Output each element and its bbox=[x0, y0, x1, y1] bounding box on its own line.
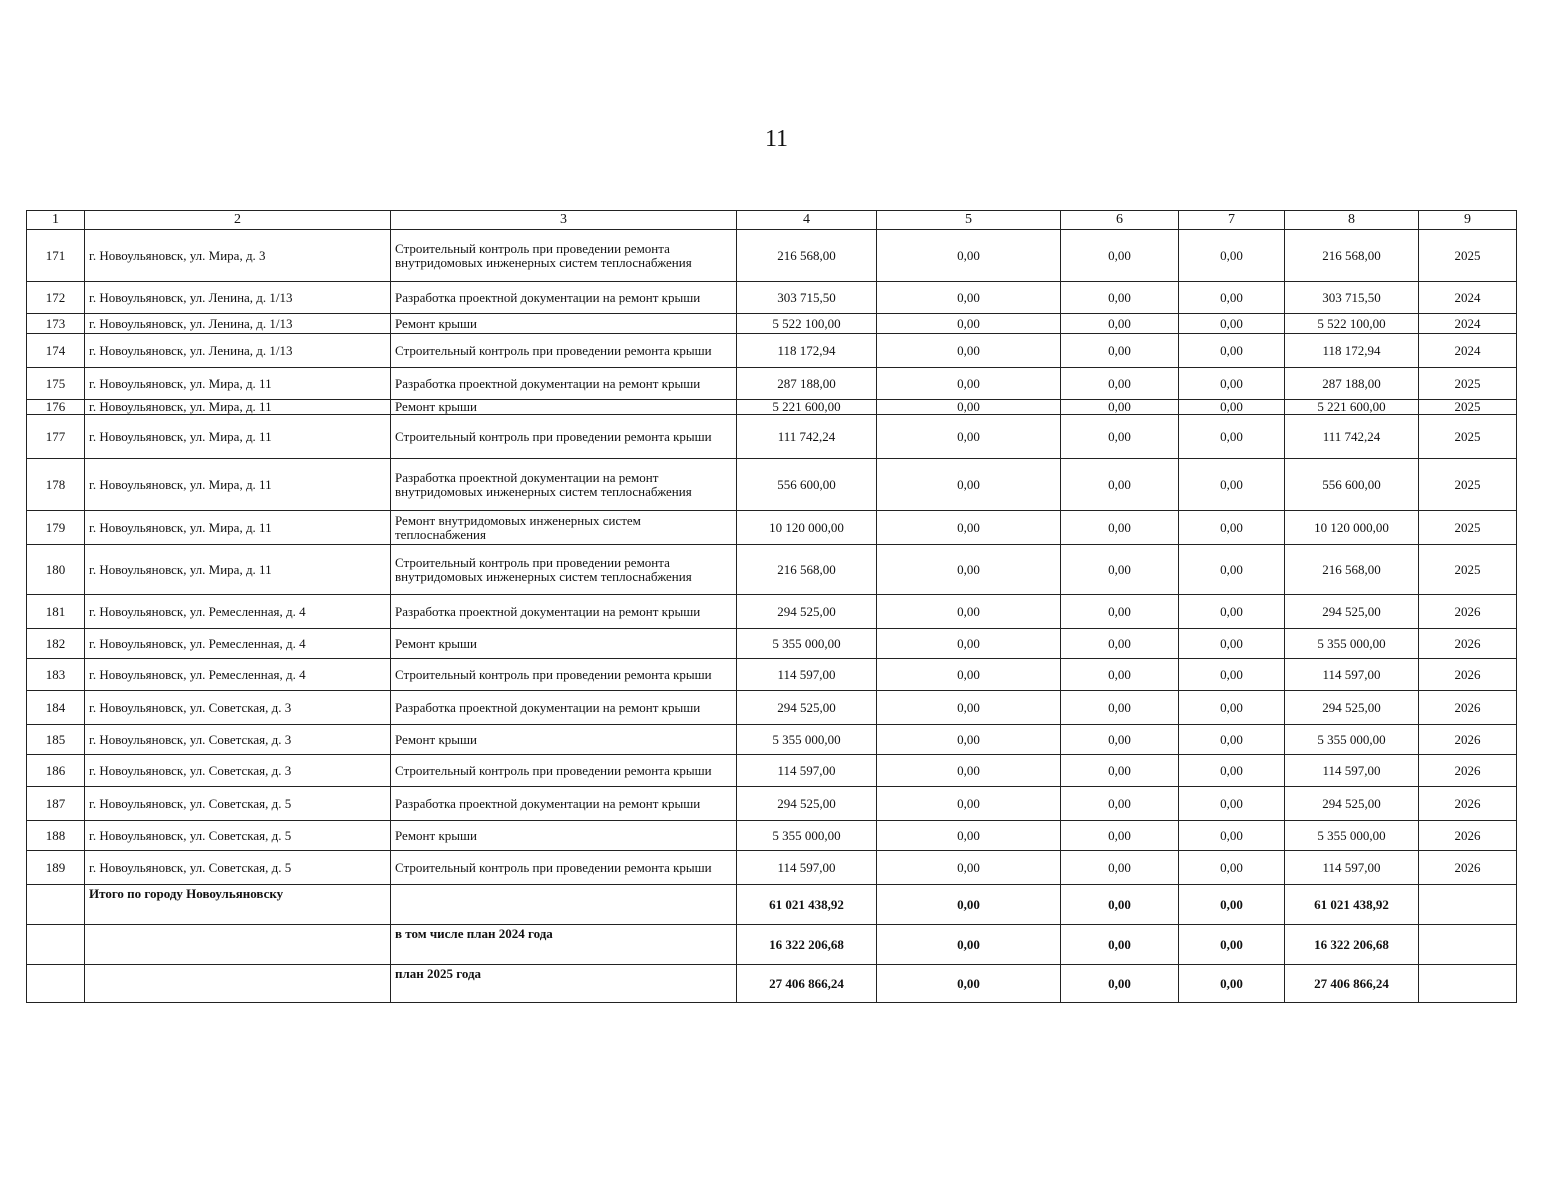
total-col8-value: 16 322 206,68 bbox=[1285, 925, 1419, 965]
row-col5-value: 0,00 bbox=[877, 691, 1061, 725]
total-empty-cell bbox=[27, 885, 85, 925]
row-address: г. Новоульяновск, ул. Мира, д. 11 bbox=[85, 545, 391, 595]
table-row bbox=[27, 659, 1517, 691]
column-number-3: 3 bbox=[391, 211, 737, 230]
total-sublabel: в том числе план 2024 года bbox=[391, 925, 737, 965]
row-col5-value: 0,00 bbox=[877, 545, 1061, 595]
row-address: г. Новоульяновск, ул. Мира, д. 11 bbox=[85, 400, 391, 415]
row-col5-value: 0,00 bbox=[877, 755, 1061, 787]
row-address: г. Новоульяновск, ул. Мира, д. 11 bbox=[85, 368, 391, 400]
column-number-1: 1 bbox=[27, 211, 85, 230]
row-col5-value: 0,00 bbox=[877, 629, 1061, 659]
row-work-type: Разработка проектной документации на ремонт внутридомовых инженерных систем теплоснабжения bbox=[391, 459, 737, 511]
row-number: 187 bbox=[27, 787, 85, 821]
row-number: 177 bbox=[27, 415, 85, 459]
row-number: 175 bbox=[27, 368, 85, 400]
total-empty-cell bbox=[27, 925, 85, 965]
row-col6-value: 0,00 bbox=[1061, 511, 1179, 545]
total-col9-empty bbox=[1419, 885, 1517, 925]
row-col6-value: 0,00 bbox=[1061, 659, 1179, 691]
row-col7-value: 0,00 bbox=[1179, 334, 1285, 368]
row-number: 182 bbox=[27, 629, 85, 659]
row-work-type: Ремонт внутридомовых инженерных систем теплоснабжения bbox=[391, 511, 737, 545]
table-row bbox=[27, 511, 1517, 545]
row-col4-value: 216 568,00 bbox=[737, 230, 877, 282]
row-work-type: Разработка проектной документации на ремонт крыши bbox=[391, 595, 737, 629]
total-col6-value: 0,00 bbox=[1061, 925, 1179, 965]
total-col7-value: 0,00 bbox=[1179, 885, 1285, 925]
row-year: 2025 bbox=[1419, 545, 1517, 595]
total-col9-empty bbox=[1419, 965, 1517, 1003]
column-number-9: 9 bbox=[1419, 211, 1517, 230]
row-col5-value: 0,00 bbox=[877, 821, 1061, 851]
row-year: 2026 bbox=[1419, 755, 1517, 787]
row-col4-value: 5 221 600,00 bbox=[737, 400, 877, 415]
row-work-type: Ремонт крыши bbox=[391, 725, 737, 755]
row-col4-value: 5 355 000,00 bbox=[737, 821, 877, 851]
row-year: 2025 bbox=[1419, 400, 1517, 415]
column-number-row bbox=[27, 211, 1517, 230]
row-col8-value: 10 120 000,00 bbox=[1285, 511, 1419, 545]
total-label bbox=[85, 925, 391, 965]
row-col6-value: 0,00 bbox=[1061, 629, 1179, 659]
table-row bbox=[27, 755, 1517, 787]
row-year: 2025 bbox=[1419, 368, 1517, 400]
total-row bbox=[27, 965, 1517, 1003]
row-number: 178 bbox=[27, 459, 85, 511]
row-address: г. Новоульяновск, ул. Мира, д. 3 bbox=[85, 230, 391, 282]
row-col5-value: 0,00 bbox=[877, 334, 1061, 368]
row-col7-value: 0,00 bbox=[1179, 821, 1285, 851]
row-col5-value: 0,00 bbox=[877, 511, 1061, 545]
row-col8-value: 556 600,00 bbox=[1285, 459, 1419, 511]
row-col6-value: 0,00 bbox=[1061, 368, 1179, 400]
total-col6-value: 0,00 bbox=[1061, 965, 1179, 1003]
row-col4-value: 5 355 000,00 bbox=[737, 725, 877, 755]
table-row bbox=[27, 314, 1517, 334]
row-col8-value: 294 525,00 bbox=[1285, 595, 1419, 629]
total-col8-value: 61 021 438,92 bbox=[1285, 885, 1419, 925]
row-col7-value: 0,00 bbox=[1179, 725, 1285, 755]
total-col5-value: 0,00 bbox=[877, 885, 1061, 925]
row-number: 186 bbox=[27, 755, 85, 787]
row-col8-value: 5 355 000,00 bbox=[1285, 629, 1419, 659]
row-col7-value: 0,00 bbox=[1179, 459, 1285, 511]
row-col8-value: 5 355 000,00 bbox=[1285, 821, 1419, 851]
column-number-7: 7 bbox=[1179, 211, 1285, 230]
row-work-type: Ремонт крыши bbox=[391, 314, 737, 334]
row-col5-value: 0,00 bbox=[877, 787, 1061, 821]
row-col8-value: 118 172,94 bbox=[1285, 334, 1419, 368]
row-col7-value: 0,00 bbox=[1179, 787, 1285, 821]
total-col5-value: 0,00 bbox=[877, 925, 1061, 965]
row-number: 188 bbox=[27, 821, 85, 851]
row-address: г. Новоульяновск, ул. Мира, д. 11 bbox=[85, 511, 391, 545]
row-col8-value: 216 568,00 bbox=[1285, 230, 1419, 282]
row-col6-value: 0,00 bbox=[1061, 415, 1179, 459]
row-col7-value: 0,00 bbox=[1179, 545, 1285, 595]
column-number-5: 5 bbox=[877, 211, 1061, 230]
row-work-type: Разработка проектной документации на ремонт крыши bbox=[391, 691, 737, 725]
row-col7-value: 0,00 bbox=[1179, 629, 1285, 659]
row-number: 173 bbox=[27, 314, 85, 334]
row-col7-value: 0,00 bbox=[1179, 755, 1285, 787]
row-year: 2024 bbox=[1419, 334, 1517, 368]
total-col6-value: 0,00 bbox=[1061, 885, 1179, 925]
row-work-type: Разработка проектной документации на ремонт крыши bbox=[391, 787, 737, 821]
table-row bbox=[27, 459, 1517, 511]
row-work-type: Разработка проектной документации на ремонт крыши bbox=[391, 368, 737, 400]
row-col4-value: 5 355 000,00 bbox=[737, 629, 877, 659]
row-col5-value: 0,00 bbox=[877, 368, 1061, 400]
total-sublabel: план 2025 года bbox=[391, 965, 737, 1003]
table-row bbox=[27, 595, 1517, 629]
row-col4-value: 287 188,00 bbox=[737, 368, 877, 400]
row-year: 2026 bbox=[1419, 851, 1517, 885]
row-work-type: Строительный контроль при проведении ремонта крыши bbox=[391, 755, 737, 787]
row-work-type: Строительный контроль при проведении ремонта крыши bbox=[391, 659, 737, 691]
row-address: г. Новоульяновск, ул. Советская, д. 3 bbox=[85, 725, 391, 755]
table-row bbox=[27, 368, 1517, 400]
row-address: г. Новоульяновск, ул. Мира, д. 11 bbox=[85, 415, 391, 459]
row-work-type: Строительный контроль при проведении ремонта крыши bbox=[391, 851, 737, 885]
table-row bbox=[27, 415, 1517, 459]
total-empty-cell bbox=[27, 965, 85, 1003]
row-col5-value: 0,00 bbox=[877, 459, 1061, 511]
column-number-6: 6 bbox=[1061, 211, 1179, 230]
row-number: 179 bbox=[27, 511, 85, 545]
row-col6-value: 0,00 bbox=[1061, 400, 1179, 415]
table-row bbox=[27, 851, 1517, 885]
row-col4-value: 114 597,00 bbox=[737, 851, 877, 885]
row-col6-value: 0,00 bbox=[1061, 282, 1179, 314]
row-col8-value: 303 715,50 bbox=[1285, 282, 1419, 314]
row-col8-value: 5 522 100,00 bbox=[1285, 314, 1419, 334]
row-col8-value: 114 597,00 bbox=[1285, 851, 1419, 885]
row-col6-value: 0,00 bbox=[1061, 725, 1179, 755]
row-col7-value: 0,00 bbox=[1179, 400, 1285, 415]
column-number-2: 2 bbox=[85, 211, 391, 230]
row-address: г. Новоульяновск, ул. Ремесленная, д. 4 bbox=[85, 595, 391, 629]
row-col5-value: 0,00 bbox=[877, 595, 1061, 629]
row-work-type: Ремонт крыши bbox=[391, 400, 737, 415]
table-row bbox=[27, 629, 1517, 659]
row-col7-value: 0,00 bbox=[1179, 595, 1285, 629]
row-address: г. Новоульяновск, ул. Ленина, д. 1/13 bbox=[85, 314, 391, 334]
total-row bbox=[27, 885, 1517, 925]
row-year: 2026 bbox=[1419, 659, 1517, 691]
total-sublabel bbox=[391, 885, 737, 925]
row-number: 174 bbox=[27, 334, 85, 368]
total-col7-value: 0,00 bbox=[1179, 965, 1285, 1003]
row-col6-value: 0,00 bbox=[1061, 821, 1179, 851]
row-work-type: Строительный контроль при проведении ремонта крыши bbox=[391, 334, 737, 368]
row-year: 2026 bbox=[1419, 691, 1517, 725]
row-col5-value: 0,00 bbox=[877, 415, 1061, 459]
row-col6-value: 0,00 bbox=[1061, 459, 1179, 511]
row-col4-value: 303 715,50 bbox=[737, 282, 877, 314]
table-row bbox=[27, 725, 1517, 755]
total-col8-value: 27 406 866,24 bbox=[1285, 965, 1419, 1003]
row-year: 2026 bbox=[1419, 821, 1517, 851]
row-work-type: Строительный контроль при проведении ремонта внутридомовых инженерных систем теплоснабжения bbox=[391, 545, 737, 595]
row-number: 181 bbox=[27, 595, 85, 629]
total-col4-value: 61 021 438,92 bbox=[737, 885, 877, 925]
row-col4-value: 5 522 100,00 bbox=[737, 314, 877, 334]
row-col4-value: 114 597,00 bbox=[737, 659, 877, 691]
row-col6-value: 0,00 bbox=[1061, 691, 1179, 725]
total-col4-value: 27 406 866,24 bbox=[737, 965, 877, 1003]
total-label bbox=[85, 965, 391, 1003]
row-col7-value: 0,00 bbox=[1179, 659, 1285, 691]
row-year: 2024 bbox=[1419, 282, 1517, 314]
row-col4-value: 294 525,00 bbox=[737, 595, 877, 629]
table-row bbox=[27, 787, 1517, 821]
row-address: г. Новоульяновск, ул. Советская, д. 5 bbox=[85, 821, 391, 851]
row-number: 180 bbox=[27, 545, 85, 595]
row-col6-value: 0,00 bbox=[1061, 755, 1179, 787]
row-col5-value: 0,00 bbox=[877, 282, 1061, 314]
row-col7-value: 0,00 bbox=[1179, 691, 1285, 725]
row-col7-value: 0,00 bbox=[1179, 368, 1285, 400]
row-col8-value: 287 188,00 bbox=[1285, 368, 1419, 400]
table-row bbox=[27, 821, 1517, 851]
row-year: 2025 bbox=[1419, 511, 1517, 545]
row-col8-value: 5 221 600,00 bbox=[1285, 400, 1419, 415]
total-col9-empty bbox=[1419, 925, 1517, 965]
row-col7-value: 0,00 bbox=[1179, 314, 1285, 334]
row-col8-value: 111 742,24 bbox=[1285, 415, 1419, 459]
row-address: г. Новоульяновск, ул. Советская, д. 5 bbox=[85, 787, 391, 821]
table-row bbox=[27, 334, 1517, 368]
row-col8-value: 114 597,00 bbox=[1285, 755, 1419, 787]
row-col8-value: 294 525,00 bbox=[1285, 691, 1419, 725]
row-col8-value: 5 355 000,00 bbox=[1285, 725, 1419, 755]
column-number-4: 4 bbox=[737, 211, 877, 230]
row-col4-value: 111 742,24 bbox=[737, 415, 877, 459]
row-col5-value: 0,00 bbox=[877, 725, 1061, 755]
row-address: г. Новоульяновск, ул. Ремесленная, д. 4 bbox=[85, 629, 391, 659]
row-col8-value: 294 525,00 bbox=[1285, 787, 1419, 821]
row-address: г. Новоульяновск, ул. Советская, д. 3 bbox=[85, 755, 391, 787]
row-address: г. Новоульяновск, ул. Советская, д. 3 bbox=[85, 691, 391, 725]
row-col6-value: 0,00 bbox=[1061, 334, 1179, 368]
table-row bbox=[27, 545, 1517, 595]
row-col6-value: 0,00 bbox=[1061, 595, 1179, 629]
row-address: г. Новоульяновск, ул. Ленина, д. 1/13 bbox=[85, 282, 391, 314]
row-address: г. Новоульяновск, ул. Ремесленная, д. 4 bbox=[85, 659, 391, 691]
row-col6-value: 0,00 bbox=[1061, 314, 1179, 334]
total-col7-value: 0,00 bbox=[1179, 925, 1285, 965]
total-col5-value: 0,00 bbox=[877, 965, 1061, 1003]
total-col4-value: 16 322 206,68 bbox=[737, 925, 877, 965]
row-col4-value: 294 525,00 bbox=[737, 691, 877, 725]
row-year: 2026 bbox=[1419, 595, 1517, 629]
row-year: 2025 bbox=[1419, 459, 1517, 511]
row-col7-value: 0,00 bbox=[1179, 851, 1285, 885]
row-number: 189 bbox=[27, 851, 85, 885]
row-col4-value: 118 172,94 bbox=[737, 334, 877, 368]
row-number: 185 bbox=[27, 725, 85, 755]
row-year: 2025 bbox=[1419, 230, 1517, 282]
row-year: 2024 bbox=[1419, 314, 1517, 334]
row-number: 176 bbox=[27, 400, 85, 415]
row-number: 183 bbox=[27, 659, 85, 691]
row-col5-value: 0,00 bbox=[877, 659, 1061, 691]
row-col7-value: 0,00 bbox=[1179, 230, 1285, 282]
total-row bbox=[27, 925, 1517, 965]
row-col6-value: 0,00 bbox=[1061, 545, 1179, 595]
row-col5-value: 0,00 bbox=[877, 851, 1061, 885]
table-row bbox=[27, 400, 1517, 415]
row-col5-value: 0,00 bbox=[877, 400, 1061, 415]
row-col8-value: 216 568,00 bbox=[1285, 545, 1419, 595]
row-work-type: Ремонт крыши bbox=[391, 629, 737, 659]
row-address: г. Новоульяновск, ул. Советская, д. 5 bbox=[85, 851, 391, 885]
row-col4-value: 114 597,00 bbox=[737, 755, 877, 787]
row-col6-value: 0,00 bbox=[1061, 787, 1179, 821]
row-col4-value: 10 120 000,00 bbox=[737, 511, 877, 545]
row-number: 184 bbox=[27, 691, 85, 725]
row-work-type: Строительный контроль при проведении ремонта внутридомовых инженерных систем теплоснабжения bbox=[391, 230, 737, 282]
table-row bbox=[27, 282, 1517, 314]
row-work-type: Разработка проектной документации на ремонт крыши bbox=[391, 282, 737, 314]
row-year: 2025 bbox=[1419, 415, 1517, 459]
row-number: 171 bbox=[27, 230, 85, 282]
total-label: Итого по городу Новоульяновску bbox=[85, 885, 391, 925]
row-col7-value: 0,00 bbox=[1179, 511, 1285, 545]
row-col4-value: 294 525,00 bbox=[737, 787, 877, 821]
page-number: 11 bbox=[764, 126, 789, 152]
row-col8-value: 114 597,00 bbox=[1285, 659, 1419, 691]
row-col4-value: 216 568,00 bbox=[737, 545, 877, 595]
row-year: 2026 bbox=[1419, 629, 1517, 659]
row-number: 172 bbox=[27, 282, 85, 314]
row-col7-value: 0,00 bbox=[1179, 415, 1285, 459]
row-address: г. Новоульяновск, ул. Ленина, д. 1/13 bbox=[85, 334, 391, 368]
row-year: 2026 bbox=[1419, 725, 1517, 755]
capital-repair-table bbox=[26, 210, 1517, 1003]
column-number-8: 8 bbox=[1285, 211, 1419, 230]
row-col5-value: 0,00 bbox=[877, 314, 1061, 334]
table-row bbox=[27, 691, 1517, 725]
row-year: 2026 bbox=[1419, 787, 1517, 821]
row-col6-value: 0,00 bbox=[1061, 851, 1179, 885]
row-work-type: Строительный контроль при проведении ремонта крыши bbox=[391, 415, 737, 459]
row-work-type: Ремонт крыши bbox=[391, 821, 737, 851]
table-row bbox=[27, 230, 1517, 282]
row-col6-value: 0,00 bbox=[1061, 230, 1179, 282]
row-col5-value: 0,00 bbox=[877, 230, 1061, 282]
row-address: г. Новоульяновск, ул. Мира, д. 11 bbox=[85, 459, 391, 511]
row-col4-value: 556 600,00 bbox=[737, 459, 877, 511]
row-col7-value: 0,00 bbox=[1179, 282, 1285, 314]
